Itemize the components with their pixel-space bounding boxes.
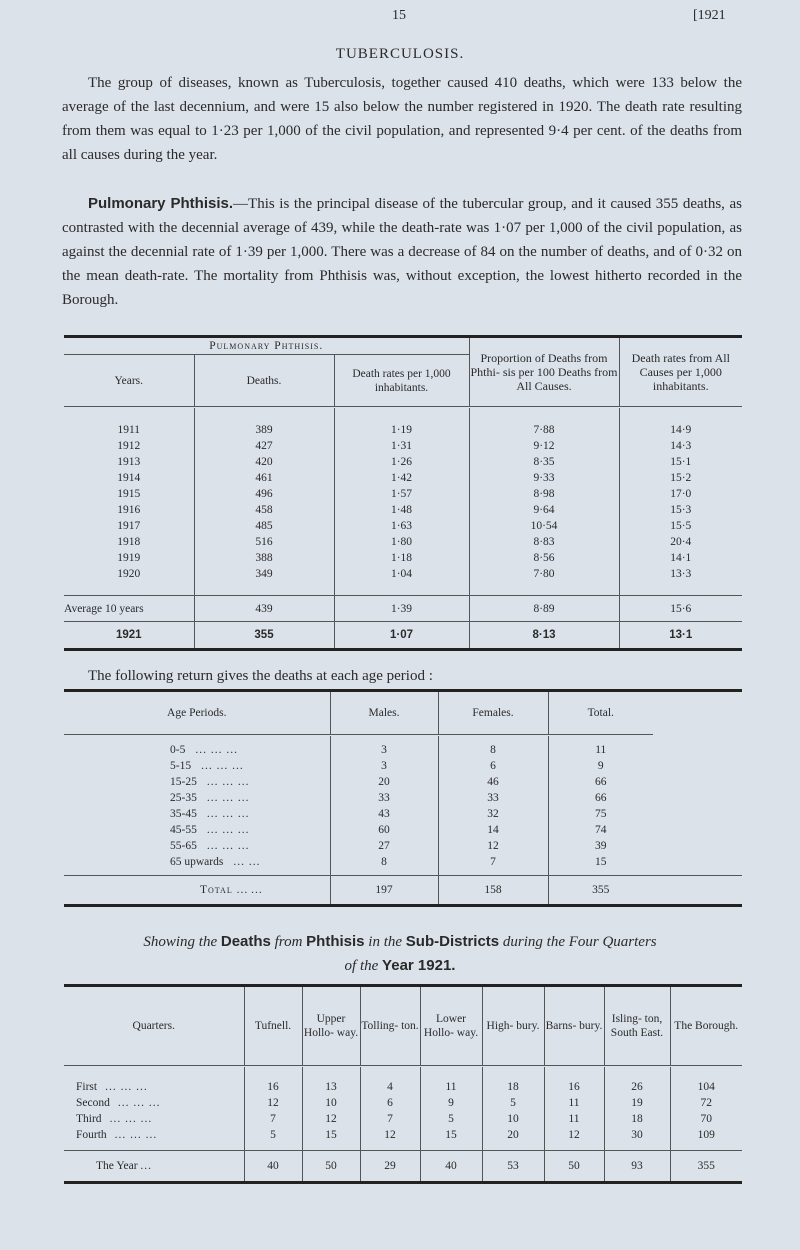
age-dots: ... ... ... bbox=[206, 791, 250, 804]
cell-f: 46 bbox=[438, 774, 548, 790]
cell-value: 26 bbox=[604, 1079, 670, 1095]
cell-rate: 1·48 bbox=[334, 502, 469, 518]
cell-all: 15·1 bbox=[619, 454, 742, 470]
year-row bbox=[64, 486, 742, 502]
cell-year: 1915 bbox=[117, 487, 141, 500]
current-rate: 1·07 bbox=[334, 622, 469, 650]
cell-all: 14·3 bbox=[619, 438, 742, 454]
cell-m: 3 bbox=[330, 742, 438, 758]
pulmonary-text: —This is the principal disease of the tubercular group, and it caused 355 deaths, as contrasted with the decennial average of 439, while the death-rate was 1·07 per 1,000 of the civil population, as against the decennial rate of 1·39 per 1,000. There was a decrease of 84 on the number of deaths, and of 0·32 on the mean death-rate. The mortality from Phthisis was, without exception, the lowest hitherto recorded in the Borough. bbox=[62, 196, 742, 308]
cell-value: 11 bbox=[420, 1079, 482, 1095]
age-label: 55-65 bbox=[170, 839, 197, 852]
cell-value: 18 bbox=[482, 1079, 544, 1095]
cell-all: 14·9 bbox=[619, 422, 742, 438]
age-total-total: 355 bbox=[548, 876, 653, 906]
cell-all: 20·4 bbox=[619, 534, 742, 550]
quarter-dots: ... ... ... bbox=[109, 1112, 153, 1125]
cell-value: 30 bbox=[604, 1127, 670, 1143]
cell-rate: 1·42 bbox=[334, 470, 469, 486]
age-row bbox=[64, 806, 742, 822]
caption-part: Showing the bbox=[143, 934, 218, 950]
cell-m: 27 bbox=[330, 838, 438, 854]
age-label: 45-55 bbox=[170, 823, 197, 836]
quarter-row bbox=[64, 1127, 742, 1143]
year-row bbox=[64, 438, 742, 454]
col-district: Lower Hollo- way. bbox=[420, 986, 482, 1066]
phthisis-years-table bbox=[64, 335, 742, 651]
col-district: High- bury. bbox=[482, 986, 544, 1066]
cell-t: 66 bbox=[548, 790, 653, 806]
age-cell bbox=[64, 822, 330, 838]
year-total-dots: ... bbox=[140, 1160, 153, 1172]
cell-all: 15·2 bbox=[619, 470, 742, 486]
age-total-females: 158 bbox=[438, 876, 548, 906]
age-return-intro: The following return gives the deaths at each age period : bbox=[88, 668, 433, 684]
cell-value: 4 bbox=[360, 1079, 420, 1095]
cell-all: 17·0 bbox=[619, 486, 742, 502]
col-district: Isling- ton, South East. bbox=[604, 986, 670, 1066]
cell-year: 1911 bbox=[117, 423, 141, 436]
age-cell bbox=[64, 742, 330, 758]
average-label: Average 10 years bbox=[64, 602, 144, 615]
cell-rate: 1·18 bbox=[334, 550, 469, 566]
cell-deaths: 458 bbox=[194, 502, 334, 518]
cell-m: 60 bbox=[330, 822, 438, 838]
cell-f: 12 bbox=[438, 838, 548, 854]
cell-year: 1913 bbox=[117, 455, 141, 468]
caption-part: Year 1921. bbox=[382, 957, 456, 974]
cell-value: 16 bbox=[244, 1079, 302, 1095]
average-prop: 8·89 bbox=[469, 596, 619, 622]
cell-value: 10 bbox=[302, 1095, 360, 1111]
cell-rate: 1·57 bbox=[334, 486, 469, 502]
cell-t: 9 bbox=[548, 758, 653, 774]
cell-value: 72 bbox=[670, 1095, 742, 1111]
year-total-value: 50 bbox=[544, 1151, 604, 1183]
cell-all: 14·1 bbox=[619, 550, 742, 566]
cell-prop: 8·56 bbox=[469, 550, 619, 566]
cell-prop: 9·33 bbox=[469, 470, 619, 486]
cell-m: 33 bbox=[330, 790, 438, 806]
year-row bbox=[64, 550, 742, 566]
age-label: 15-25 bbox=[170, 775, 197, 788]
average-all: 15·6 bbox=[619, 596, 742, 622]
age-row bbox=[64, 822, 742, 838]
caption-part: from bbox=[274, 934, 303, 950]
col-quarters: Quarters. bbox=[132, 1020, 175, 1032]
age-cell bbox=[64, 854, 330, 870]
col-district: Barns- bury. bbox=[544, 986, 604, 1066]
age-periods-table bbox=[64, 689, 742, 907]
year-row bbox=[64, 470, 742, 486]
cell-deaths: 516 bbox=[194, 534, 334, 550]
age-total-dots: ... bbox=[251, 884, 263, 896]
cell-value: 15 bbox=[302, 1127, 360, 1143]
cell-t: 39 bbox=[548, 838, 653, 854]
cell-f: 33 bbox=[438, 790, 548, 806]
cell-m: 3 bbox=[330, 758, 438, 774]
cell-value: 12 bbox=[360, 1127, 420, 1143]
cell-rate: 1·63 bbox=[334, 518, 469, 534]
current-deaths: 355 bbox=[194, 622, 334, 650]
current-all: 13·1 bbox=[619, 622, 742, 650]
col-district: Tufnell. bbox=[244, 986, 302, 1066]
cell-t: 74 bbox=[548, 822, 653, 838]
intro-paragraph: The group of diseases, known as Tuberculosis, together caused 410 deaths, which were 133 below the average of the last decennium, and were 15 also below the number registered in 1920. The death rate resulting from them was equal to 1·23 per 1,000 of the civil population, and represented 9·4 per cent. of the deaths from all causes during the year. bbox=[62, 75, 742, 163]
cell-value: 109 bbox=[670, 1127, 742, 1143]
age-dots: ... ... ... bbox=[201, 759, 244, 772]
year-row bbox=[64, 502, 742, 518]
pulmonary-heading: Pulmonary Phthisis. bbox=[88, 195, 234, 212]
age-row bbox=[64, 774, 742, 790]
cell-m: 20 bbox=[330, 774, 438, 790]
page-title: TUBERCULOSIS. bbox=[335, 46, 465, 62]
cell-t: 11 bbox=[548, 742, 653, 758]
age-label: 35-45 bbox=[170, 807, 197, 820]
cell-t: 66 bbox=[548, 774, 653, 790]
age-cell bbox=[64, 774, 330, 790]
caption-part: of the bbox=[344, 958, 379, 974]
cell-rate: 1·80 bbox=[334, 534, 469, 550]
cell-all: 15·3 bbox=[619, 502, 742, 518]
cell-value: 7 bbox=[244, 1111, 302, 1127]
col-rate: Death rates per 1,000 inhabitants. bbox=[334, 355, 469, 407]
age-row bbox=[64, 790, 742, 806]
col-age-periods: Age Periods. bbox=[167, 707, 227, 719]
year-row bbox=[64, 534, 742, 550]
group-header: Pulmonary Phthisis. bbox=[64, 337, 469, 355]
caption-part: Sub-Districts bbox=[405, 933, 500, 950]
cell-year: 1916 bbox=[117, 503, 141, 516]
cell-value: 5 bbox=[244, 1127, 302, 1143]
cell-rate: 1·04 bbox=[334, 566, 469, 582]
year-total-value: 50 bbox=[302, 1151, 360, 1183]
col-deaths: Deaths. bbox=[194, 355, 334, 407]
cell-value: 10 bbox=[482, 1111, 544, 1127]
cell-year: 1918 bbox=[117, 535, 141, 548]
cell-year: 1914 bbox=[117, 471, 141, 484]
cell-deaths: 349 bbox=[194, 566, 334, 582]
col-proportion: Proportion of Deaths from Phthi- sis per 100 Deaths from All Causes. bbox=[469, 337, 619, 407]
cell-deaths: 388 bbox=[194, 550, 334, 566]
age-cell bbox=[64, 790, 330, 806]
cell-t: 15 bbox=[548, 854, 653, 870]
col-males: Males. bbox=[330, 691, 438, 735]
col-total: Total. bbox=[548, 691, 653, 735]
cell-deaths: 461 bbox=[194, 470, 334, 486]
cell-value: 13 bbox=[302, 1079, 360, 1095]
cell-value: 11 bbox=[544, 1095, 604, 1111]
caption-part: Deaths bbox=[220, 933, 271, 950]
page-number: 15 bbox=[392, 8, 406, 23]
cell-year: 1917 bbox=[117, 519, 141, 532]
age-dots: ... ... ... bbox=[206, 839, 250, 852]
subdistricts-table bbox=[64, 984, 742, 1184]
quarter-cell bbox=[64, 1095, 244, 1111]
current-prop: 8·13 bbox=[469, 622, 619, 650]
cell-value: 6 bbox=[360, 1095, 420, 1111]
age-dots: ... ... bbox=[233, 855, 261, 868]
quarter-cell bbox=[64, 1111, 244, 1127]
age-row bbox=[64, 758, 742, 774]
cell-m: 8 bbox=[330, 854, 438, 870]
cell-value: 11 bbox=[544, 1111, 604, 1127]
col-all-causes: Death rates from All Causes per 1,000 inhabitants. bbox=[619, 337, 742, 407]
quarter-dots: ... ... ... bbox=[117, 1096, 161, 1109]
age-cell bbox=[64, 838, 330, 854]
age-row bbox=[64, 742, 742, 758]
cell-prop: 7·80 bbox=[469, 566, 619, 582]
cell-value: 15 bbox=[420, 1127, 482, 1143]
year-row bbox=[64, 518, 742, 534]
cell-deaths: 485 bbox=[194, 518, 334, 534]
year-row bbox=[64, 566, 742, 582]
cell-f: 8 bbox=[438, 742, 548, 758]
age-dots: ... ... ... bbox=[206, 807, 250, 820]
age-dots: ... ... ... bbox=[195, 743, 238, 756]
current-year: 1921 bbox=[115, 629, 142, 641]
cell-year: 1919 bbox=[117, 551, 141, 564]
caption-part: in the bbox=[368, 934, 403, 950]
year-reference: [1921 bbox=[693, 8, 726, 23]
cell-prop: 9·64 bbox=[469, 502, 619, 518]
year-total-value: 53 bbox=[482, 1151, 544, 1183]
quarter-label: Third bbox=[76, 1112, 102, 1125]
cell-deaths: 427 bbox=[194, 438, 334, 454]
age-dots: ... ... ... bbox=[206, 823, 250, 836]
cell-value: 5 bbox=[420, 1111, 482, 1127]
age-label: 5-15 bbox=[170, 759, 192, 772]
cell-value: 9 bbox=[420, 1095, 482, 1111]
cell-m: 43 bbox=[330, 806, 438, 822]
cell-value: 70 bbox=[670, 1111, 742, 1127]
age-total-label: Total ... bbox=[200, 884, 249, 896]
cell-prop: 10·54 bbox=[469, 518, 619, 534]
quarter-dots: ... ... ... bbox=[105, 1080, 148, 1093]
quarter-cell bbox=[64, 1127, 244, 1143]
cell-value: 12 bbox=[544, 1127, 604, 1143]
cell-value: 18 bbox=[604, 1111, 670, 1127]
quarter-row bbox=[64, 1095, 742, 1111]
col-females: Females. bbox=[438, 691, 548, 735]
quarter-label: First bbox=[76, 1080, 98, 1093]
cell-f: 6 bbox=[438, 758, 548, 774]
average-row bbox=[64, 596, 742, 622]
quarter-label: Second bbox=[76, 1096, 110, 1109]
cell-prop: 8·83 bbox=[469, 534, 619, 550]
cell-prop: 8·98 bbox=[469, 486, 619, 502]
year-row bbox=[64, 454, 742, 470]
year-total-value: 355 bbox=[670, 1151, 742, 1183]
cell-all: 15·5 bbox=[619, 518, 742, 534]
age-total-row bbox=[64, 876, 742, 906]
cell-f: 14 bbox=[438, 822, 548, 838]
cell-rate: 1·26 bbox=[334, 454, 469, 470]
age-cell bbox=[64, 806, 330, 822]
year-total-value: 29 bbox=[360, 1151, 420, 1183]
cell-value: 12 bbox=[244, 1095, 302, 1111]
cell-year: 1912 bbox=[117, 439, 141, 452]
quarter-cell bbox=[64, 1079, 244, 1095]
year-total-row bbox=[64, 1151, 742, 1183]
cell-value: 5 bbox=[482, 1095, 544, 1111]
cell-deaths: 420 bbox=[194, 454, 334, 470]
caption-part: Phthisis bbox=[306, 933, 365, 950]
quarter-row bbox=[64, 1111, 742, 1127]
cell-rate: 1·19 bbox=[334, 422, 469, 438]
current-year-row bbox=[64, 622, 742, 650]
year-row bbox=[64, 422, 742, 438]
subdistricts-caption bbox=[0, 930, 800, 978]
cell-f: 7 bbox=[438, 854, 548, 870]
year-total-value: 93 bbox=[604, 1151, 670, 1183]
col-district: The Borough. bbox=[670, 986, 742, 1066]
col-district: Tolling- ton. bbox=[360, 986, 420, 1066]
age-row bbox=[64, 854, 742, 870]
cell-value: 12 bbox=[302, 1111, 360, 1127]
cell-year: 1920 bbox=[117, 567, 141, 580]
cell-value: 7 bbox=[360, 1111, 420, 1127]
year-total-label: The Year bbox=[96, 1160, 138, 1172]
caption-part: during the Four Quarters bbox=[502, 934, 657, 950]
col-years: Years. bbox=[114, 374, 144, 387]
quarter-row bbox=[64, 1079, 742, 1095]
cell-f: 32 bbox=[438, 806, 548, 822]
age-label: 25-35 bbox=[170, 791, 197, 804]
cell-prop: 9·12 bbox=[469, 438, 619, 454]
age-cell bbox=[64, 758, 330, 774]
cell-value: 20 bbox=[482, 1127, 544, 1143]
cell-value: 16 bbox=[544, 1079, 604, 1095]
cell-prop: 7·88 bbox=[469, 422, 619, 438]
col-district: Upper Hollo- way. bbox=[302, 986, 360, 1066]
cell-deaths: 389 bbox=[194, 422, 334, 438]
age-label: 65 upwards bbox=[170, 855, 224, 868]
cell-value: 104 bbox=[670, 1079, 742, 1095]
year-total-value: 40 bbox=[244, 1151, 302, 1183]
average-rate: 1·39 bbox=[334, 596, 469, 622]
year-total-value: 40 bbox=[420, 1151, 482, 1183]
age-row bbox=[64, 838, 742, 854]
cell-t: 75 bbox=[548, 806, 653, 822]
cell-value: 19 bbox=[604, 1095, 670, 1111]
quarter-label: Fourth bbox=[76, 1128, 107, 1141]
age-dots: ... ... ... bbox=[206, 775, 250, 788]
pulmonary-paragraph bbox=[62, 192, 742, 312]
age-label: 0-5 bbox=[170, 743, 186, 756]
age-total-males: 197 bbox=[330, 876, 438, 906]
average-deaths: 439 bbox=[194, 596, 334, 622]
quarter-dots: ... ... ... bbox=[114, 1128, 158, 1141]
cell-rate: 1·31 bbox=[334, 438, 469, 454]
cell-deaths: 496 bbox=[194, 486, 334, 502]
cell-all: 13·3 bbox=[619, 566, 742, 582]
cell-prop: 8·35 bbox=[469, 454, 619, 470]
